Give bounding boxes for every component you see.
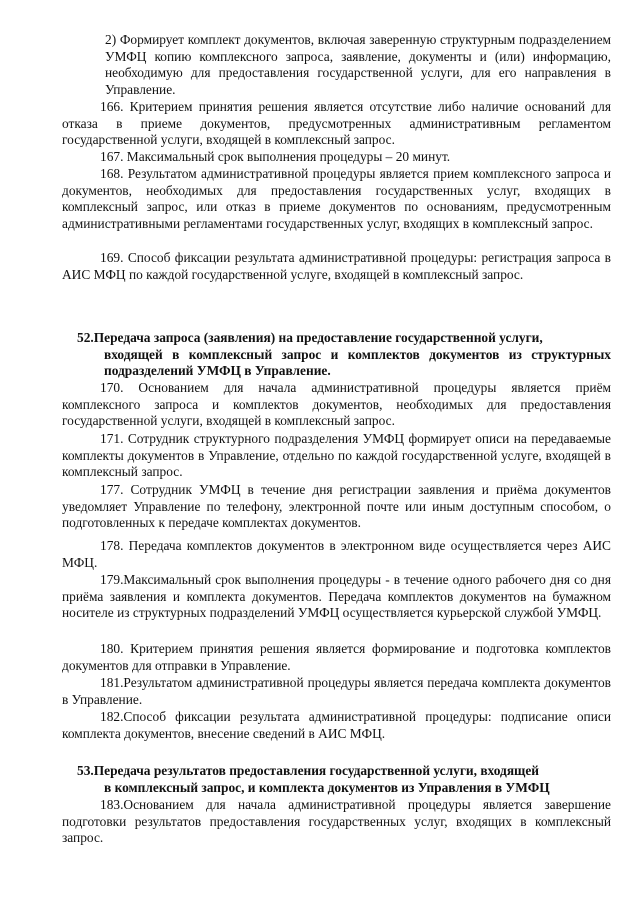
paragraph-183: 183.Основанием для начала административной процедуры является завершение подготовки результатов предоставления государственных услуг, входящих в комплексный запрос. bbox=[62, 797, 611, 846]
paragraph-181: 181.Результатом административной процедуры является передача комплекта документов в Управление. bbox=[62, 675, 611, 707]
heading-52-rest: входящей в комплексный запрос и комплектов документов из структурных подразделений УМФЦ в Управление. bbox=[104, 346, 611, 379]
paragraph-179: 179.Максимальный срок выполнения процедуры - в течение одного рабочего дня со дня приёма заявления и комплекта документов. Передача комплектов документов на бумажном носителе из структурных подразделений УМФЦ осуществляется курьерской службой УМФЦ. bbox=[62, 572, 611, 621]
heading-53-first-line: Передача результатов предоставления государственной услуги, входящей bbox=[93, 763, 540, 778]
paragraph-178: 178. Передача комплектов документов в электронном виде осуществляется через АИС МФЦ. bbox=[62, 538, 611, 570]
paragraph-item-2: 2) Формирует комплект документов, включая заверенную структурным подразделением УМФЦ копию комплексного запроса, заявление, документы и (или) информацию, необходимую для предоставления государственной услуги, для его направления в Управление. bbox=[105, 32, 611, 97]
heading-53-number: 53. bbox=[77, 763, 94, 778]
paragraph-170: 170. Основанием для начала административной процедуры является приём комплексного запроса и комплектов документов, необходимых для предоставления государственной услуги, входящей в комплексный запрос. bbox=[62, 380, 611, 429]
paragraph-180: 180. Критерием принятия решения является формирование и подготовка комплектов документов для отправки в Управление. bbox=[62, 641, 611, 673]
paragraph-169: 169. Способ фиксации результата административной процедуры: регистрация запроса в АИС МФЦ по каждой государственной услуге, входящей в комплексный запрос. bbox=[62, 250, 611, 282]
paragraph-182: 182.Способ фиксации результата административной процедуры: подписание описи комплекта документов, внесение сведений в АИС МФЦ. bbox=[62, 709, 611, 741]
heading-53-rest: в комплексный запрос, и комплекта документов из Управления в УМФЦ bbox=[104, 779, 550, 795]
paragraph-171: 171. Сотрудник структурного подразделения УМФЦ формирует описи на передаваемые комплекты документов в Управление, отдельно по каждой государственной услуге, входящей в комплексный запрос. bbox=[62, 431, 611, 480]
paragraph-167: 167. Максимальный срок выполнения процедуры – 20 минут. bbox=[100, 149, 451, 164]
paragraph-166: 166. Критерием принятия решения является отсутствие либо наличие оснований для отказа в приеме документов, предусмотренных административным регламентом государственной услуги, входящей в комплексный запрос. bbox=[62, 99, 611, 148]
paragraph-168: 168. Результатом административной процедуры является прием комплексного запроса и документов, необходимых для предоставления государственных услуг, входящих в комплексный запрос, или отказ в приеме документов по основаниям, предусмотренным административными регламентами государственных услуг, входящих в комплексный запрос. bbox=[62, 166, 611, 231]
section-heading-53 bbox=[77, 763, 611, 796]
paragraph-177: 177. Сотрудник УМФЦ в течение дня регистрации заявления и приёма документов уведомляет Управление по телефону, электронной почте или иным доступным способом, о подготовленных к передаче комплектах документов. bbox=[62, 482, 611, 531]
section-heading-52 bbox=[77, 330, 611, 380]
heading-52-first-line: Передача запроса (заявления) на предоставление государственной услуги, bbox=[93, 330, 543, 345]
heading-52-number: 52. bbox=[77, 330, 94, 345]
